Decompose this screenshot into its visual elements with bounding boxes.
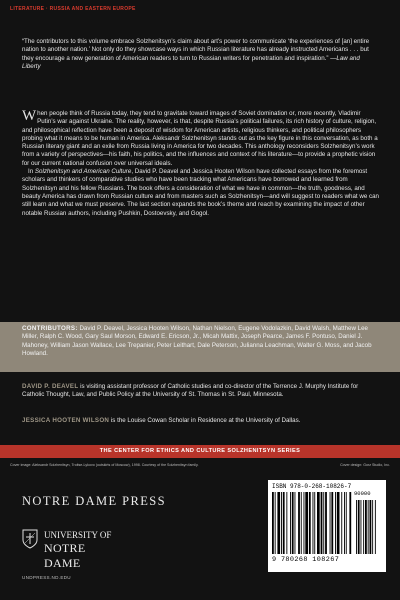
cover-design-credit: Cover design: Gorz Studio, Inc. — [340, 463, 390, 467]
author-bio-1 — [22, 383, 382, 400]
category-label: LITERATURE · RUSSIA AND EASTERN EUROPE — [10, 6, 136, 12]
barcode-digits: 9 780268 108267 — [272, 556, 340, 564]
blurb-quote: “The contributors to this volume embrace Solzhenitsyn’s claim about art’s power to communicate ‘the experiences of [an] entire nation to another nation.’ Not only do they showcase ways in which Russian literature has already instructed Americans . . . but they encourage a new generation of American readers to turn to Russian writers for penetration and inspiration.” — [22, 38, 370, 62]
isbn-barcode — [268, 480, 386, 572]
description — [22, 110, 380, 218]
contributors-names: David P. Deavel, Jessica Hooten Wilson, Nathan Nielson, Eugene Vodolazkin, David Walsh, Matthew Lee Miller, Ralph C. Wood, Gary Saul Morson, Edward E. Ericson, Jr., Micah Mattix, Joseph Pearce, James F. Pontuso, Daniel J. Mahoney, William Jason Wallace, Lee Trepanier, Peter Leithart, Dale Peterson, Julianna Leachman, Walter G. Moss, and Jacob Howland. — [22, 325, 372, 357]
university-line-2: NOTRE DAME — [44, 541, 86, 570]
contributors-label: CONTRIBUTORS: — [22, 325, 78, 332]
author-bio-text: is visiting assistant professor of Catholic studies and co-director of the Terrence J. Murphy Institute for Catholic Thought, Law, and Public Policy at the University of St. Thomas in St. Paul, Minnesota. — [22, 383, 359, 399]
blurb-source: —Law and Liberty — [22, 54, 360, 70]
author-bio-2 — [22, 417, 382, 425]
author-name: JESSICA HOOTEN WILSON — [22, 417, 110, 424]
barcode-bars — [272, 492, 382, 554]
university-logo — [22, 528, 122, 570]
review-blurb — [22, 38, 377, 71]
drop-cap: W — [22, 108, 37, 124]
price-code: 90000 — [354, 490, 371, 497]
author-name: DAVID P. DEAVEL — [22, 383, 79, 390]
series-banner: THE CENTER FOR ETHICS AND CULTURE SOLZHENITSYN SERIES — [0, 445, 400, 458]
description-paragraph-1: When people think of Russia today, they tend to gravitate toward images of Soviet domination or, more recently, Vladimir Putin’s war against Ukraine. The reality, however, is that, despite Russia’s political failures, its rich history of culture, religion, and philosophical reflection have been a deposit of wisdom for American artists, religious thinkers, and political philosophers probing what it means to be human in America. Aleksandr Solzhenitsyn stands out as the key figure in this conversation, as both a Russian literary giant and an exile from Russia living in America for two decades. This anthology reconsiders Solzhenitsyn’s work from a variety of perspectives—his faith, his politics, and the influences and context of his literature—to provide a prophetic vision for our current national confusion over universal ideals. — [22, 108, 378, 167]
description-paragraph-2: In Solzhenitsyn and American Culture, David P. Deavel and Jessica Hooten Wilson have collected essays from the foremost scholars and thinkers of comparative studies who have been tracking what Americans have borrowed and learned from Solzhenitsyn and his fellow Russians. The book offers a consideration of what we have in common—the truth, goodness, and beauty America has drawn from Russian culture and from masters such as Solzhenitsyn—and will suggest to readers what we can still learn and what we must preserve. The last section expands the book’s theme and reach by examining the impact of other notable Russian authors, including Pushkin, Dostoevsky, and Gogol. — [22, 168, 379, 217]
university-line-1: UNIVERSITY OF — [44, 530, 112, 540]
cover-image-credit: Cover image: Aleksandr Solzhenitsyn, Troitse-Lykovo (outskirts of Moscow), 1998. Courtesy of the Solzhenitsyn family. — [10, 463, 199, 467]
press-url: UNDPRESS.ND.EDU — [22, 575, 71, 580]
shield-icon — [22, 529, 38, 549]
contributors — [22, 325, 382, 358]
press-name: NOTRE DAME PRESS — [22, 494, 166, 508]
book-title-italic: Solzhenitsyn and American Culture — [34, 168, 132, 176]
isbn-text: ISBN 978-0-268-10826-7 — [272, 483, 352, 490]
author-bio-text: is the Louise Cowan Scholar in Residence at the University of Dallas. — [109, 417, 301, 424]
